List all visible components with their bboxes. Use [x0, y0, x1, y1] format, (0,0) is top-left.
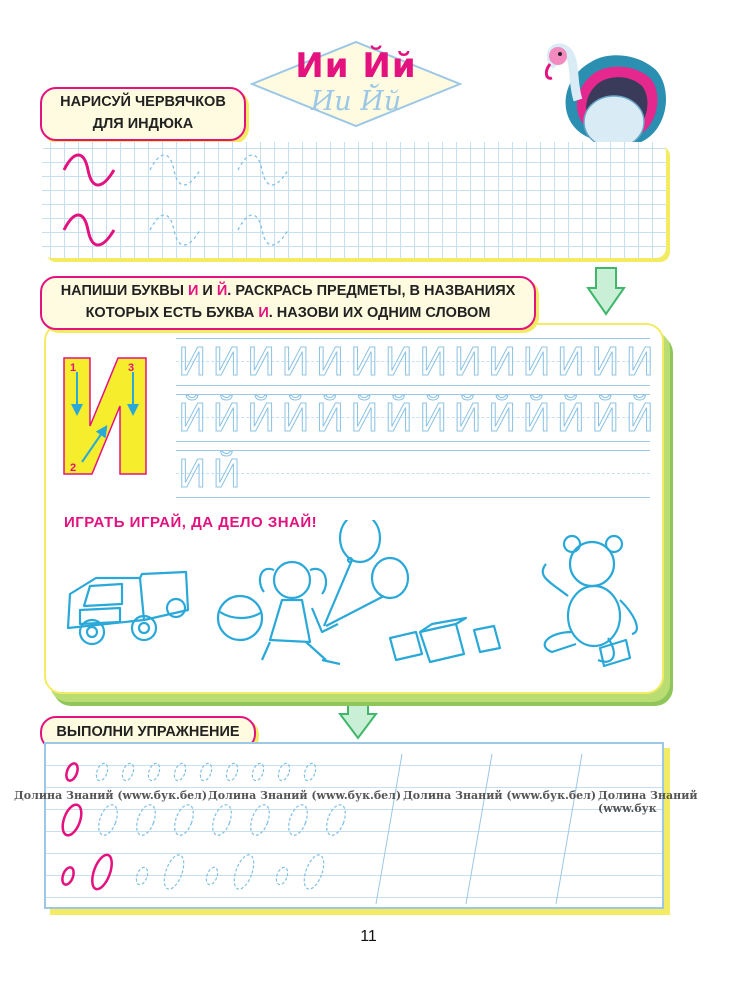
- letter-i: И: [187, 283, 199, 299]
- big-letter-i: [60, 354, 150, 478]
- task1-label-line1: НАРИСУЙ ЧЕРВЯЧКОВ: [60, 94, 226, 110]
- task3-label: ВЫПОЛНИ УПРАЖНЕНИЕ: [40, 716, 256, 750]
- header-letters: Ии Йй: [295, 46, 417, 86]
- watermark: Долина Знаний (www.бук.бел): [14, 789, 208, 802]
- balloons-picture: [324, 520, 408, 626]
- stroke-number-3: 3: [128, 362, 135, 374]
- proverb-text: ИГРАТЬ ИГРАЙ, ДА ДЕЛО ЗНАЙ!: [64, 514, 318, 531]
- cubes-picture: [390, 618, 500, 662]
- watermark: Долина Знаний (www.бук.бел): [403, 789, 597, 802]
- worm-patterns: [42, 142, 666, 258]
- truck-picture: [68, 572, 188, 644]
- letter-i: И: [258, 305, 269, 321]
- writing-exercise-area[interactable]: [44, 742, 664, 909]
- task2-label-line1: [42, 280, 534, 302]
- watermark: Долина Знаний (www.бук: [598, 789, 698, 815]
- arrow-down-icon: [586, 266, 626, 318]
- task1-label: [40, 87, 246, 141]
- text-part: И: [198, 283, 217, 299]
- toys-pictures[interactable]: [60, 520, 650, 680]
- text-part: . НАЗОВИ ИХ ОДНИМ СЛОВОМ: [268, 305, 491, 321]
- text-part: НАПИШИ БУКВЫ: [60, 283, 188, 299]
- arrow-down-icon-2: [338, 694, 378, 742]
- tracing-letters-2: ЙЙЙЙЙЙЙЙЙЙЙЙЙЙ: [178, 396, 660, 440]
- task2-label-line2: [42, 302, 534, 324]
- tracing-letters-3: ИЙ: [178, 452, 247, 496]
- text-part: КОТОРЫХ ЕСТЬ БУКВА: [85, 305, 259, 321]
- watermark: Долина Знаний (www.бук.бел): [208, 789, 402, 802]
- stroke-number-2: 2: [70, 462, 77, 474]
- page-number: 11: [360, 928, 377, 945]
- task1-label-line2: ДЛЯ ИНДЮКА: [92, 116, 194, 132]
- task2-label: [40, 276, 536, 330]
- text-part: . РАСКРАСЬ ПРЕДМЕТЫ, В НАЗВАНИЯХ: [227, 283, 516, 299]
- tracing-row-3[interactable]: [176, 450, 650, 498]
- page-header: [250, 40, 462, 128]
- tracing-letters-1: ИИИИИИИИИИИИИИ: [178, 340, 660, 384]
- doll-picture: [218, 562, 340, 664]
- letter-y: Й: [216, 283, 228, 299]
- header-letters-script: Ии Йй: [310, 86, 402, 117]
- worm-drawing-grid[interactable]: [42, 142, 666, 258]
- ovals-pattern: [46, 744, 662, 907]
- stroke-number-1: 1: [70, 362, 77, 374]
- teddy-bear-picture: [543, 536, 637, 666]
